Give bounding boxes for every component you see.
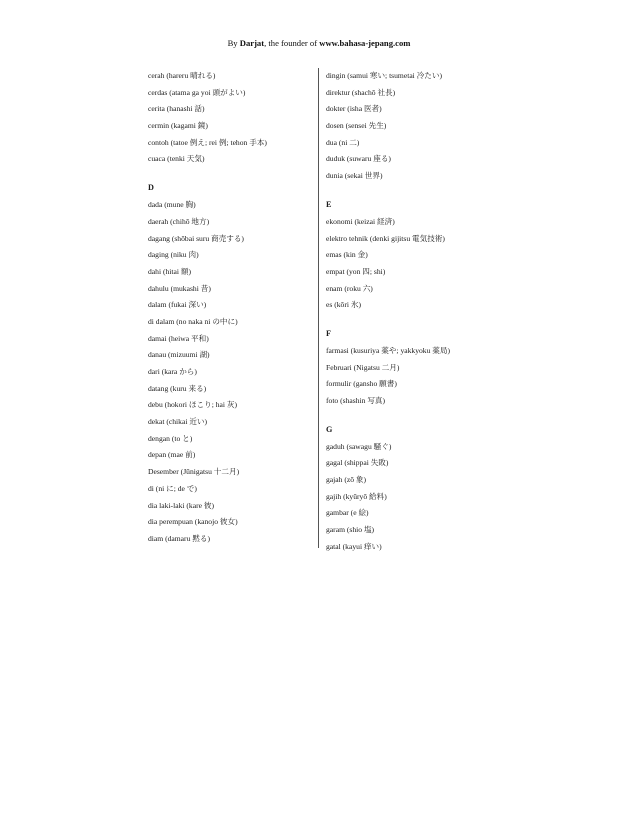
entry-depan: depan (mae 前) bbox=[148, 450, 196, 460]
entry-enam: enam (roku 六) bbox=[326, 283, 373, 293]
entry-dahi: dahi (hitai 額) bbox=[148, 266, 192, 276]
entry-formulir: formulir (gansho 願書) bbox=[326, 379, 397, 389]
right-column bbox=[326, 70, 496, 558]
entry-damai: damai (heiwa 平和) bbox=[148, 333, 209, 343]
entry-cerita: cerita (hanashi 話) bbox=[148, 104, 205, 114]
entry-foto: foto (shashin 写真) bbox=[326, 396, 386, 405]
entry-dingin: dingin (samui 寒い; tsumetai 冷たい) bbox=[326, 71, 443, 80]
entry-daging: daging (niku 肉) bbox=[148, 250, 199, 260]
entry-datang: datang (kuru 来る) bbox=[148, 383, 207, 393]
entry-contoh: contoh (tatoe 例え; rei 例; tehon 手本) bbox=[148, 137, 267, 147]
header-author: Darjat bbox=[239, 38, 265, 48]
entry-cerdas: cerdas (atama ga yoi 頭がよい) bbox=[148, 87, 246, 97]
entry-gambar: gambar (e 絵) bbox=[326, 508, 369, 518]
section-letter-e: E bbox=[326, 199, 332, 209]
section-letter-g: G bbox=[326, 424, 333, 434]
entry-es: es (kōri 氷) bbox=[326, 300, 362, 310]
entry-di: di (ni に; de で) bbox=[148, 483, 197, 493]
entry-debu: debu (hokori ほこり; hai 灰) bbox=[148, 400, 237, 410]
entry-gajih: gajih (kyūryō 給料) bbox=[326, 491, 387, 501]
entry-diam: diam (damaru 黙る) bbox=[148, 533, 210, 543]
page-header bbox=[0, 38, 638, 48]
entry-elektro-tehnik: elektro tehnik (denki gijitsu 電気技術) bbox=[326, 233, 445, 243]
entry-dari: dari (kara から) bbox=[148, 367, 197, 376]
entry-danau: danau (mizuumi 湖) bbox=[148, 350, 210, 360]
header-site: www.bahasa-jepang.com bbox=[319, 38, 411, 48]
entry-dia-laki-laki: dia laki-laki (kare 彼) bbox=[148, 500, 214, 510]
entry-februari: Februari (Nigatsu 二月) bbox=[326, 362, 400, 372]
header-middle: , the founder of bbox=[264, 38, 320, 48]
entry-garam: garam (shio 塩) bbox=[326, 525, 375, 535]
entry-dua: dua (ni 二) bbox=[326, 137, 360, 147]
entry-dokter: dokter (isha 医者) bbox=[326, 104, 382, 114]
entry-cuaca: cuaca (tenki 天気) bbox=[148, 154, 205, 164]
entry-duduk: duduk (suwaru 座る) bbox=[326, 154, 391, 164]
entry-gajah: gajah (zō 象) bbox=[326, 475, 367, 485]
left-column bbox=[148, 70, 313, 550]
entry-gaduh: gaduh (sawagu 騒ぐ) bbox=[326, 441, 392, 451]
entry-desember: Desember (Jūnigatsu 十二月) bbox=[148, 467, 240, 477]
entry-emas: emas (kin 金) bbox=[326, 250, 368, 260]
entry-daerah: daerah (chihō 地方) bbox=[148, 216, 210, 226]
entry-dagang: dagang (shōbai suru 商売する) bbox=[148, 233, 244, 243]
entry-dekat: dekat (chikai 近い) bbox=[148, 417, 208, 427]
entry-dunia: dunia (sekai 世界) bbox=[326, 171, 383, 181]
entry-dada: dada (mune 胸) bbox=[148, 200, 196, 210]
entry-farmasi: farmasi (kusuriya 薬や; yakkyoku 薬局) bbox=[326, 345, 451, 355]
entry-gatal: gatal (kayui 痒い) bbox=[326, 541, 382, 551]
entry-empat: empat (yon 四; shi) bbox=[326, 266, 386, 276]
entry-cerah: cerah (hareru 晴れる) bbox=[148, 71, 216, 80]
entry-di-dalam: di dalam (no naka ni の中に) bbox=[148, 316, 238, 326]
entry-cermin: cermin (kagami 鏡) bbox=[148, 121, 208, 131]
entry-dalam: dalam (fukai 深い) bbox=[148, 300, 207, 310]
header-prefix: By bbox=[227, 38, 240, 48]
entry-dosen: dosen (sensei 先生) bbox=[326, 121, 387, 131]
section-letter-f: F bbox=[326, 328, 332, 338]
entry-ekonomi: ekonomi (keizai 経済) bbox=[326, 216, 395, 226]
column-divider bbox=[318, 68, 319, 548]
entry-dia-perempuan: dia perempuan (kanojo 彼女) bbox=[148, 517, 238, 527]
entry-dahulu: dahulu (mukashi 昔) bbox=[148, 283, 211, 293]
entry-gagal: gagal (shippai 失敗) bbox=[326, 458, 389, 468]
entry-direktur: direktur (shachō 社長) bbox=[326, 87, 396, 97]
entry-dengan: dengan (to と) bbox=[148, 433, 193, 443]
section-letter-d: D bbox=[148, 183, 154, 193]
